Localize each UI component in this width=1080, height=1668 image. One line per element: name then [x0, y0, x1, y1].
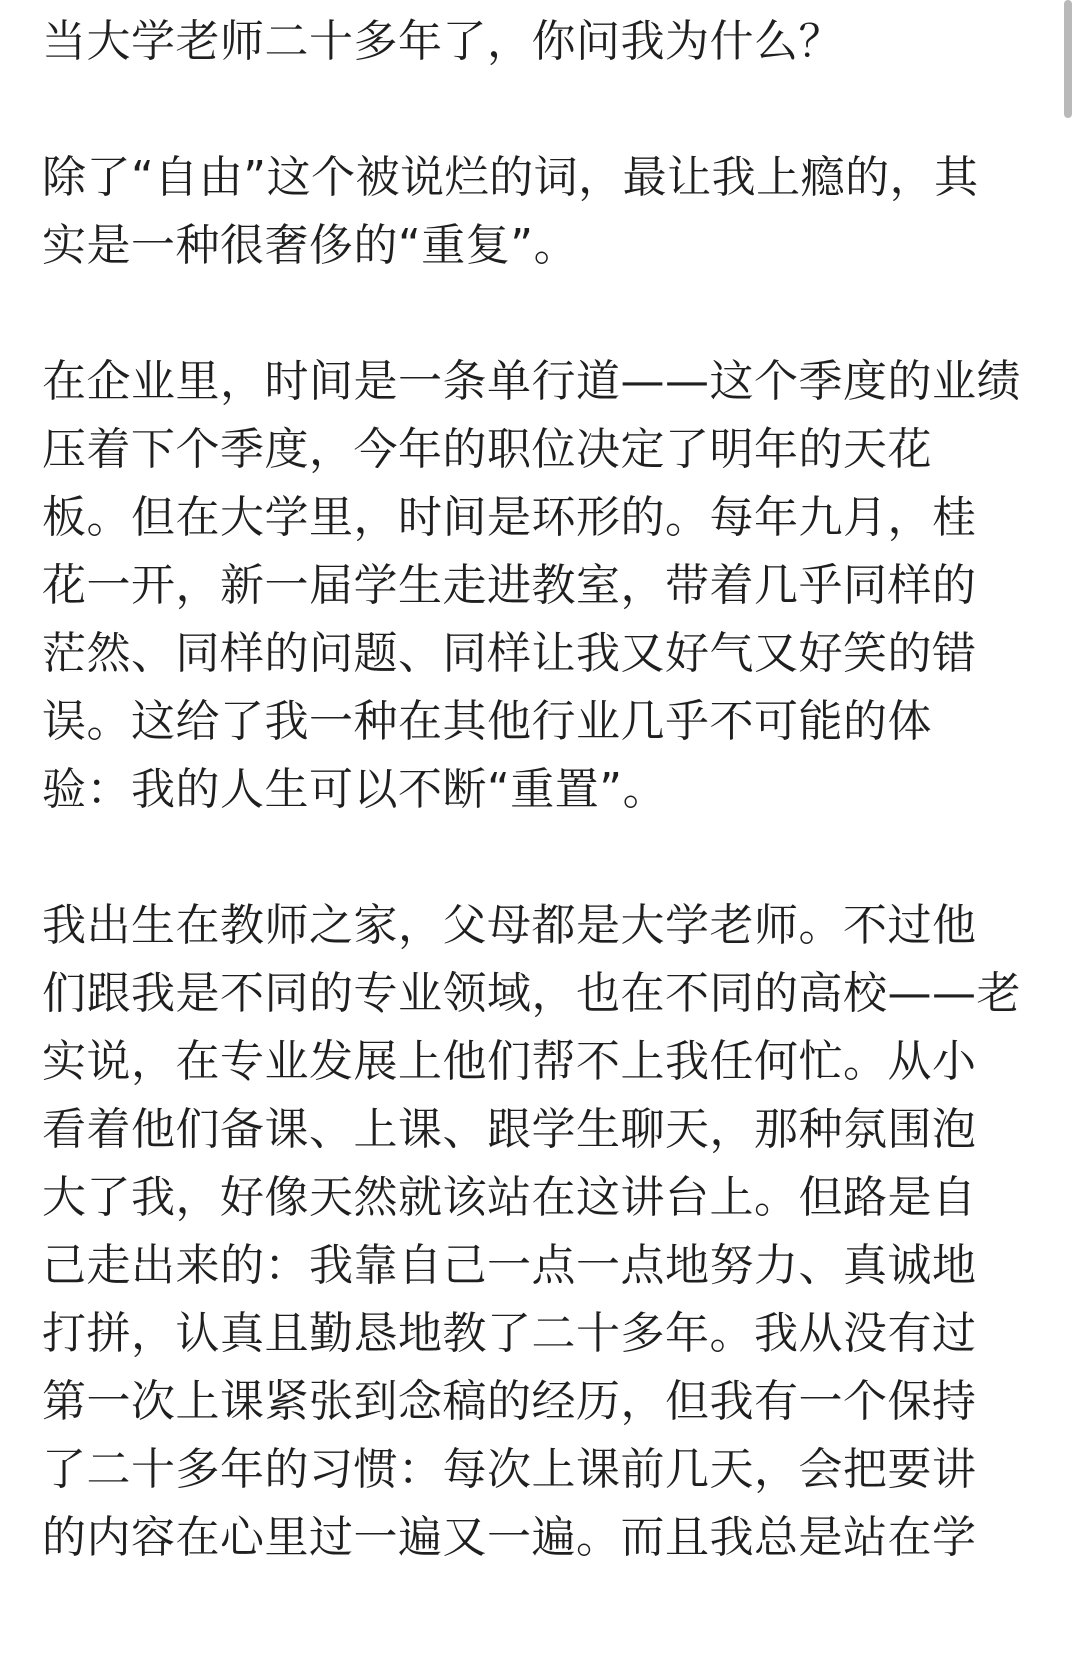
paragraph [42, 8, 982, 76]
text-line: 验：我的人生可以不断“重置”。 [42, 764, 668, 815]
text-line: 们跟我是不同的专业领域，也在不同的高校——老 [42, 968, 1021, 1019]
scrollbar-thumb[interactable] [1064, 0, 1072, 118]
text-line: 我出生在教师之家，父母都是大学老师。不过他 [42, 900, 977, 951]
text-line: 误。这给了我一种在其他行业几乎不可能的体 [42, 696, 932, 747]
text-line: 茫然、同样的问题、同样让我又好气又好笑的错 [42, 628, 977, 679]
text-line: 的内容在心里过一遍又一遍。而且我总是站在学 [42, 1512, 977, 1563]
paragraph [42, 348, 1021, 824]
text-line: 压着下个季度，今年的职位决定了明年的天花 [42, 424, 932, 475]
paragraph-gap [42, 824, 982, 892]
text-line: 花一开，新一届学生走进教室，带着几乎同样的 [42, 560, 977, 611]
article-body [42, 8, 1021, 1572]
text-line: 除了“自由”这个被说烂的词，最让我上瘾的，其 [42, 152, 979, 203]
paragraph-gap [42, 280, 982, 348]
text-line: 大了我，好像天然就该站在这讲台上。但路是自 [42, 1172, 977, 1223]
paragraph [42, 144, 982, 280]
text-line: 了二十多年的习惯：每次上课前几天，会把要讲 [42, 1444, 977, 1495]
text-line: 己走出来的：我靠自己一点一点地努力、真诚地 [42, 1240, 977, 1291]
text-line: 看着他们备课、上课、跟学生聊天，那种氛围泡 [42, 1104, 977, 1155]
text-line: 当大学老师二十多年了，你问我为什么？ [42, 16, 843, 67]
paragraph [42, 892, 1021, 1572]
text-line: 在企业里，时间是一条单行道——这个季度的业绩 [42, 356, 1021, 407]
paragraph-gap [42, 76, 982, 144]
text-line: 第一次上课紧张到念稿的经历，但我有一个保持 [42, 1376, 977, 1427]
text-line: 实是一种很奢侈的“重复”。 [42, 220, 579, 271]
text-line: 板。但在大学里，时间是环形的。每年九月，桂 [42, 492, 977, 543]
text-line: 打拼，认真且勤恳地教了二十多年。我从没有过 [42, 1308, 977, 1359]
text-line: 实说，在专业发展上他们帮不上我任何忙。从小 [42, 1036, 977, 1087]
